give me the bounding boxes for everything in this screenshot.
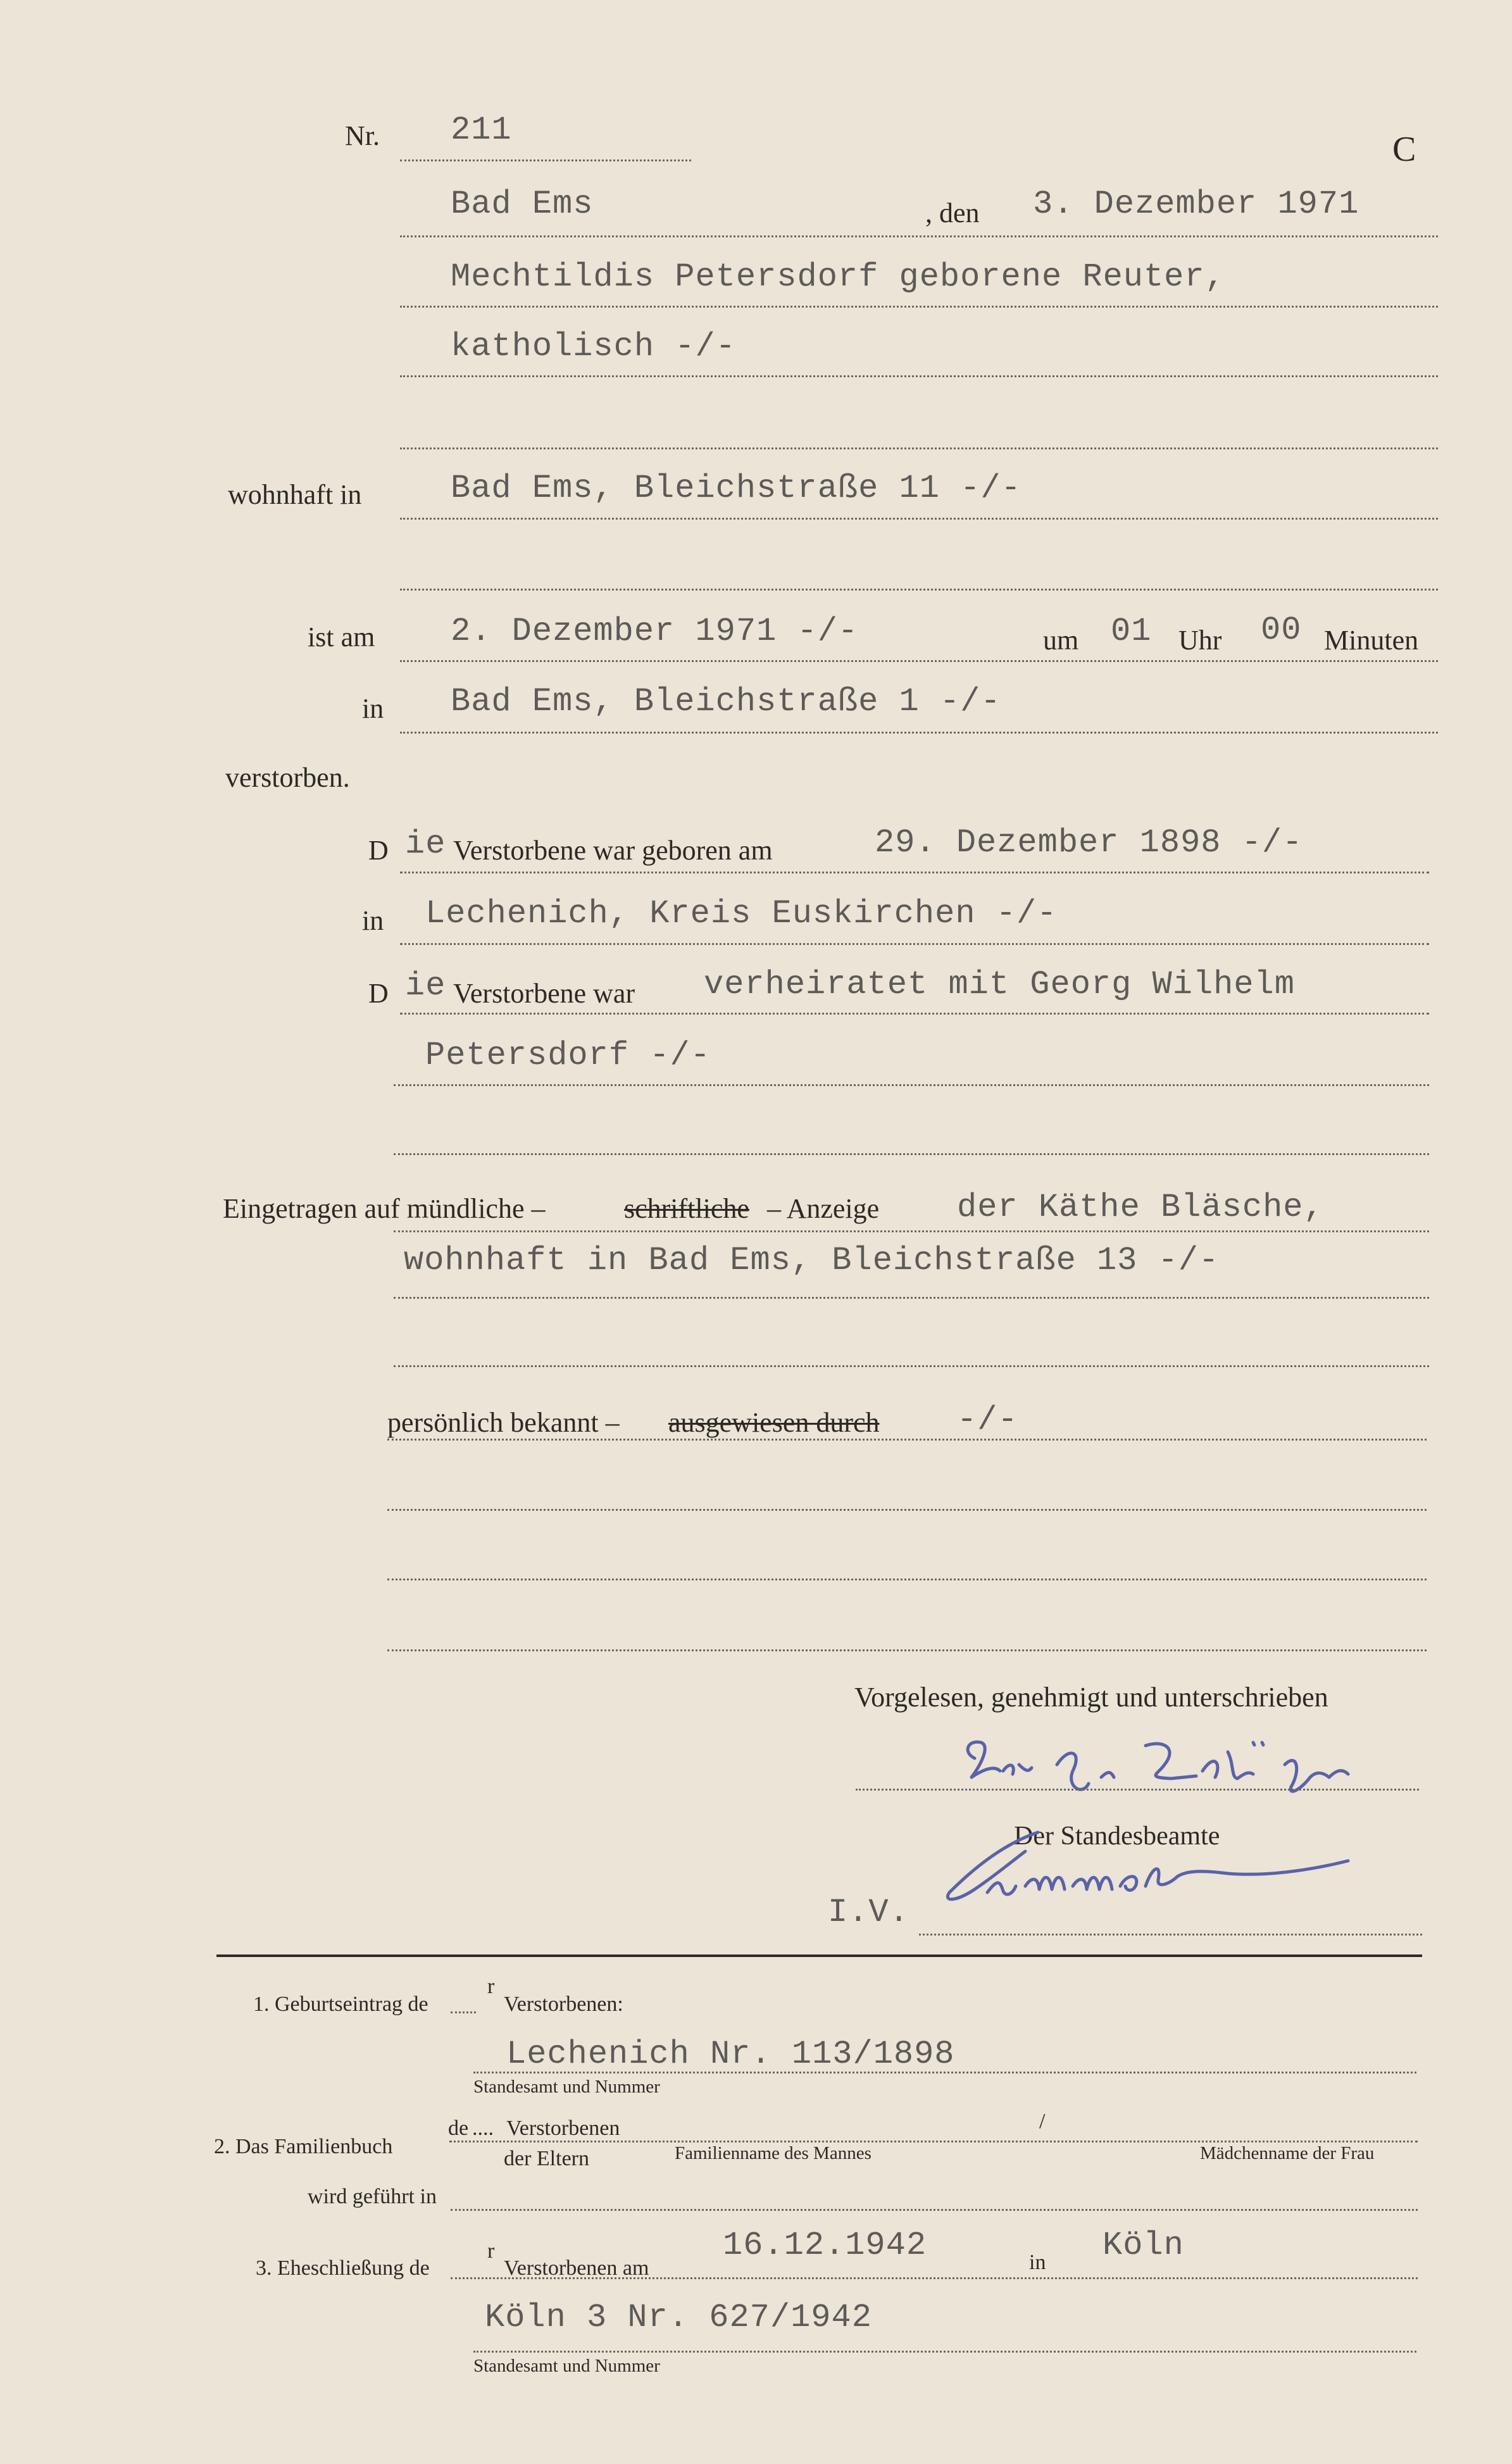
den-label: , den bbox=[925, 197, 980, 228]
register-number: 211 bbox=[451, 111, 512, 149]
marriage-place: Köln bbox=[1103, 2227, 1184, 2264]
minuten-label: Minuten bbox=[1324, 625, 1419, 656]
informant-line-2: wohnhaft in Bad Ems, Bleichstraße 13 -/- bbox=[404, 1242, 1220, 1279]
maedchenname-label: Mädchenname der Frau bbox=[1200, 2143, 1375, 2163]
uhr-label: Uhr bbox=[1178, 625, 1222, 656]
birth-date-line bbox=[400, 872, 1429, 873]
familienname-label: Familienname des Mannes bbox=[675, 2143, 872, 2163]
item3-in: in bbox=[1029, 2251, 1046, 2274]
birth-entry-line bbox=[473, 2072, 1416, 2073]
corner-letter: C bbox=[1392, 130, 1416, 169]
item2-verstorbenen: Verstorbenen bbox=[506, 2117, 620, 2140]
eingetragen-label: Eingetragen auf mündliche – bbox=[223, 1193, 546, 1224]
register-date: 3. Dezember 1971 bbox=[1033, 185, 1359, 223]
wird-gefuehrt-label: wird geführt in bbox=[308, 2185, 437, 2208]
blank-line-3 bbox=[394, 1153, 1429, 1155]
birth-place-line bbox=[400, 943, 1429, 945]
wohnhaft-label: wohnhaft in bbox=[228, 479, 362, 510]
verstorben-label: verstorben. bbox=[225, 762, 350, 793]
item1-r-line bbox=[451, 2011, 476, 2013]
death-place: Bad Ems, Bleichstraße 1 -/- bbox=[451, 683, 1001, 720]
um-label: um bbox=[1043, 625, 1079, 656]
official-signature bbox=[937, 1823, 1392, 1924]
iv-label: I.V. bbox=[828, 1894, 909, 1931]
birth-d-prefix: D bbox=[368, 835, 389, 866]
marriage-line bbox=[451, 2277, 1418, 2279]
blank-line-6 bbox=[387, 1579, 1427, 1580]
marital-d-prefix: D bbox=[368, 978, 389, 1009]
known-line bbox=[387, 1439, 1427, 1441]
death-date-line bbox=[400, 660, 1438, 662]
marital-ie: ie bbox=[405, 967, 446, 1004]
birth-in-label: in bbox=[362, 905, 384, 936]
item2-label: 2. Das Familienbuch bbox=[214, 2135, 393, 2158]
marriage-date: 16.12.1942 bbox=[723, 2227, 927, 2264]
read-approved-label: Vorgelesen, genehmigt und unterschrieben bbox=[854, 1682, 1328, 1713]
marital-label: Verstorbene war bbox=[453, 978, 635, 1009]
informant-line-1: der Käthe Bläsche, bbox=[957, 1189, 1324, 1226]
schriftliche-struck: schriftliche bbox=[624, 1193, 749, 1224]
item2-de: de bbox=[448, 2117, 469, 2140]
death-minutes: 00 bbox=[1261, 611, 1302, 649]
birth-date: 29. Dezember 1898 -/- bbox=[875, 824, 1303, 861]
known-label: persönlich bekannt – bbox=[387, 1407, 620, 1438]
known-value: -/- bbox=[957, 1401, 1018, 1439]
blank-line-7 bbox=[387, 1649, 1427, 1651]
item2-slash: / bbox=[1039, 2110, 1046, 2133]
religion: katholisch -/- bbox=[451, 328, 736, 365]
signature-line-2 bbox=[919, 1934, 1422, 1936]
item1-label: 1. Geburtseintrag de bbox=[253, 1992, 428, 2016]
marital-status-2: Petersdorf -/- bbox=[425, 1037, 711, 1074]
religion-line bbox=[400, 375, 1438, 377]
official-label: Der Standesbeamte bbox=[1014, 1822, 1220, 1851]
death-hour: 01 bbox=[1111, 613, 1152, 650]
marriage-entry: Köln 3 Nr. 627/1942 bbox=[485, 2299, 872, 2336]
ausgewiesen-struck: ausgewiesen durch bbox=[668, 1407, 880, 1438]
informant-line-2-rule bbox=[394, 1297, 1429, 1299]
standesamt-label-2: Standesamt und Nummer bbox=[473, 2356, 660, 2376]
item1-suffix: Verstorbenen: bbox=[504, 1992, 623, 2016]
informant-signature bbox=[956, 1727, 1386, 1822]
blank-line-1 bbox=[400, 447, 1438, 449]
birth-place: Lechenich, Kreis Euskirchen -/- bbox=[425, 895, 1058, 932]
marital-status-1: verheiratet mit Georg Wilhelm bbox=[704, 966, 1295, 1003]
blank-line-5 bbox=[387, 1509, 1427, 1511]
blank-line-4 bbox=[394, 1365, 1429, 1367]
birth-label: Verstorbene war geboren am bbox=[453, 835, 773, 866]
marital-line-1 bbox=[400, 1013, 1429, 1015]
item1-r: r bbox=[487, 1975, 495, 1998]
item2-dots: .... bbox=[472, 2117, 494, 2140]
wird-gefuehrt-line bbox=[451, 2209, 1418, 2211]
death-date: 2. Dezember 1971 -/- bbox=[451, 613, 859, 650]
place-line bbox=[400, 235, 1438, 237]
anzeige-label: – Anzeige bbox=[767, 1193, 880, 1224]
residence-line bbox=[400, 518, 1438, 520]
footer-separator bbox=[216, 1954, 1422, 1957]
death-in-label: in bbox=[362, 693, 384, 724]
blank-line-2 bbox=[400, 589, 1438, 591]
deceased-name: Mechtildis Petersdorf geborene Reuter, bbox=[451, 258, 1225, 296]
register-place: Bad Ems bbox=[451, 185, 594, 223]
nr-label: Nr. bbox=[345, 120, 380, 151]
item2-eltern: der Eltern bbox=[504, 2147, 589, 2170]
signature-line-1 bbox=[856, 1789, 1419, 1791]
item3-suffix: Verstorbenen am bbox=[504, 2256, 649, 2280]
item3-r: r bbox=[487, 2239, 495, 2263]
informant-line-1-rule bbox=[394, 1230, 1429, 1232]
standesamt-label-1: Standesamt und Nummer bbox=[473, 2077, 660, 2097]
birth-ie: ie bbox=[405, 825, 446, 863]
ist-am-label: ist am bbox=[308, 622, 375, 653]
death-place-line bbox=[400, 732, 1438, 734]
item3-label: 3. Eheschließung de bbox=[256, 2256, 430, 2280]
residence: Bad Ems, Bleichstraße 11 -/- bbox=[451, 470, 1022, 507]
familienbuch-line bbox=[449, 2141, 1418, 2142]
marital-line-2 bbox=[394, 1084, 1429, 1086]
nr-line bbox=[400, 159, 691, 161]
marriage-entry-line bbox=[473, 2351, 1416, 2353]
name-line bbox=[400, 306, 1438, 308]
birth-entry: Lechenich Nr. 113/1898 bbox=[506, 2036, 955, 2073]
